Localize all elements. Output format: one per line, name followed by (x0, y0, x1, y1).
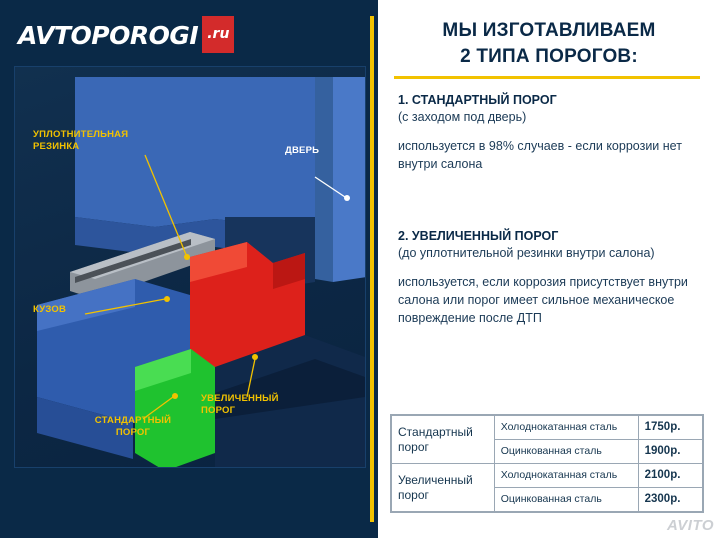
headline-line-1: МЫ ИЗГОТАВЛИВАЕМ (442, 20, 656, 41)
info-block-extended-title: 2. УВЕЛИЧЕННЫЙ ПОРОГ (398, 229, 559, 243)
info-block-extended-subtitle: (до уплотнительной резинки внутри салона) (398, 246, 655, 260)
leader-dot-standard (172, 393, 178, 399)
logo-brand: AVTOPOROGI (18, 21, 199, 50)
leader-dot-extended (252, 354, 258, 360)
logo-text (18, 16, 268, 53)
price-row-price: 2100р. (638, 464, 702, 488)
door-panel (333, 77, 365, 282)
price-row-material: Оцинкованная сталь (494, 440, 638, 464)
leader-dot-seal (184, 254, 190, 260)
price-row-price: 2300р. (638, 488, 702, 512)
table-row (392, 416, 703, 440)
logo-tld: .ru (202, 16, 234, 53)
table-row (392, 464, 703, 488)
price-row-price: 1900р. (638, 440, 702, 464)
info-block-standard (398, 92, 698, 173)
page-title (394, 18, 704, 70)
label-seal: УПЛОТНИТЕЛЬНАЯ РЕЗИНКА (33, 129, 129, 152)
label-body: КУЗОВ (33, 304, 67, 315)
info-block-standard-subtitle: (с заходом под дверь) (398, 110, 527, 124)
label-standard-sill: СТАНДАРТНЫЙ ПОРОГ (94, 415, 172, 438)
headline-underline (394, 76, 700, 79)
watermark: AVITO (667, 517, 714, 534)
price-row-material: Холоднокатанная сталь (494, 416, 638, 440)
price-row-name-extended: Увеличенный порог (392, 464, 495, 512)
price-row-material: Холоднокатанная сталь (494, 464, 638, 488)
info-block-extended-body: используется, если коррозия присутствует внутри салона или порог имеет сильное механическое повреждение после ДТП (398, 275, 688, 325)
price-row-material: Оцинкованная сталь (494, 488, 638, 512)
info-block-standard-body: используется в 98% случаев - если коррозии нет внутри салона (398, 139, 682, 171)
leader-dot-body (164, 296, 170, 302)
info-block-standard-title: 1. СТАНДАРТНЫЙ ПОРОГ (398, 93, 557, 107)
headline-line-2: 2 ТИПА ПОРОГОВ: (460, 46, 638, 67)
label-door: ДВЕРЬ (285, 145, 320, 156)
sill-diagram (14, 66, 366, 468)
sill-cross-section-svg (15, 67, 365, 467)
price-row-name-standard: Стандартный порог (392, 416, 495, 464)
logo (18, 16, 268, 50)
price-table (390, 414, 704, 513)
info-block-extended (398, 228, 698, 327)
price-row-price: 1750р. (638, 416, 702, 440)
label-extended-sill: УВЕЛИЧЕННЫЙ ПОРОГ (201, 393, 279, 416)
leader-dot-door (344, 195, 350, 201)
vertical-divider (370, 16, 374, 522)
